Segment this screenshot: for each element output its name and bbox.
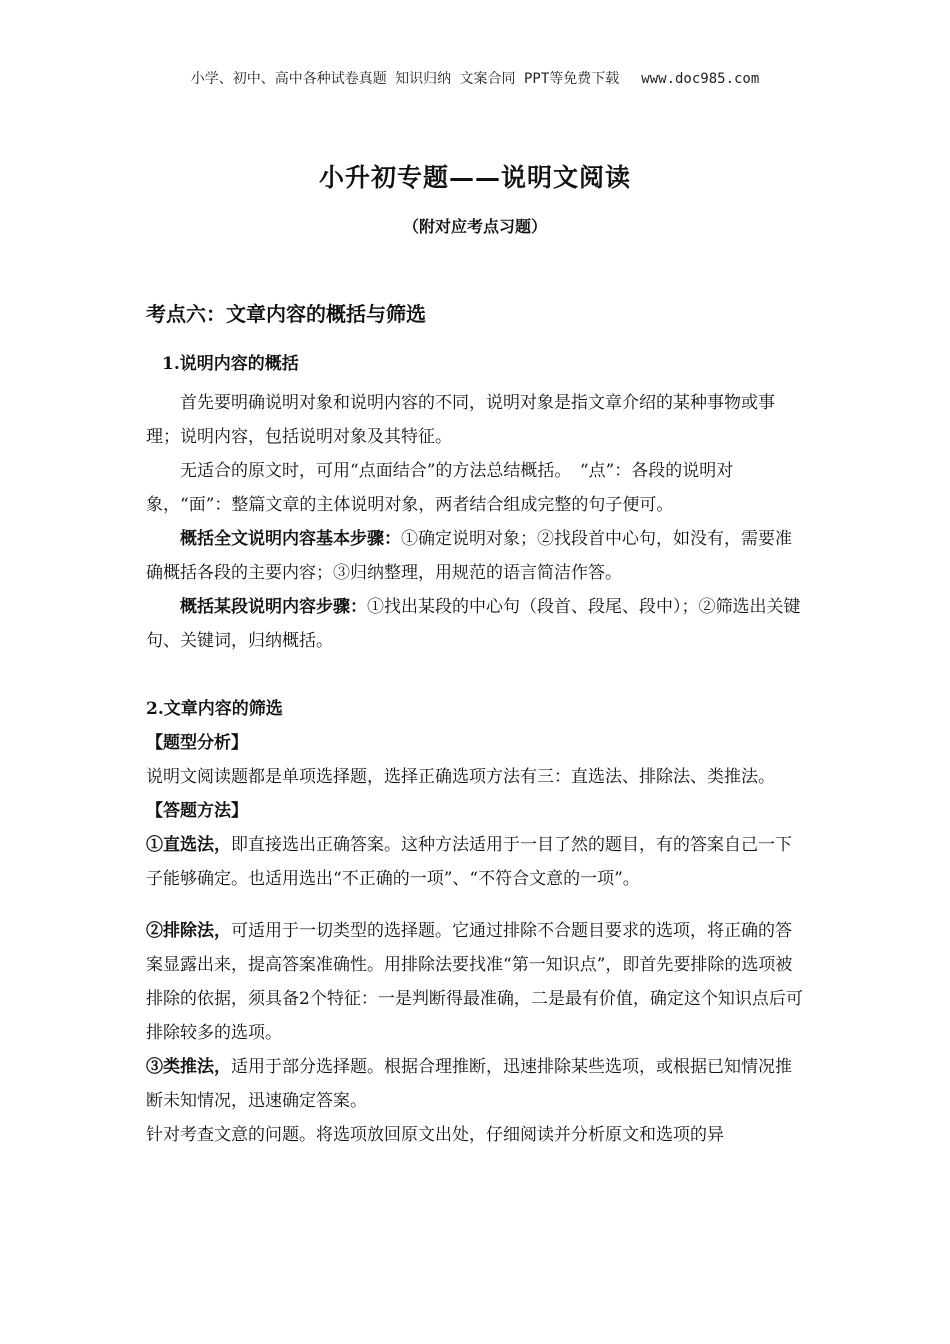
- paragraph: [146, 590, 806, 658]
- paragraph: [146, 828, 806, 896]
- paragraph: 说明文阅读题都是单项选择题，选择正确选项方法有三：直选法、排除法、类推法。: [146, 767, 775, 787]
- paragraph: 首先要明确说明对象和说明内容的不同，说明对象是指文章介绍的某种事物或事理；说明内容，包括说明对象及其特征。: [146, 393, 775, 447]
- step-label: 概括全文说明内容基本步骤：: [180, 529, 401, 549]
- section-heading: 考点六：文章内容的概括与筛选: [146, 302, 426, 326]
- part1-heading: 1.说明内容的概括: [162, 354, 299, 374]
- header-text: 小学、初中、高中各种试卷真题 知识归纳 文案合同 PPT等免费下载: [190, 71, 620, 87]
- spacer: [146, 658, 806, 692]
- method-name: ①直选法，: [146, 835, 231, 855]
- paragraph: 无适合的原文时，可用“点面结合”的方法总结概括。 “点”：各段的说明对象，“面”：整篇文章的主体说明对象，两者结合组成完整的句子便可。: [146, 461, 734, 515]
- page-header: [0, 68, 950, 88]
- paragraph: [146, 914, 806, 1050]
- method-label: 【答题方法】: [146, 801, 248, 821]
- method-name: ③类推法，: [146, 1057, 231, 1077]
- method-text: 即直接选出正确答案。这种方法适用于一目了然的题目，有的答案自己一下子能够确定。也适用选出“不正确的一项”、“不符合文意的一项”。: [146, 835, 792, 889]
- type-label: 【题型分析】: [146, 733, 248, 753]
- step-text: ①找出某段的中心句（段首、段尾、段中）；②筛选出关键句、关键词，归纳概括。: [146, 597, 801, 651]
- method-text: 适用于部分选择题。根据合理推断，迅速排除某些选项，或根据已知情况推断未知情况，迅速确定答案。: [146, 1057, 792, 1111]
- paragraph: [146, 522, 806, 590]
- paragraph: 针对考查文意的问题。将选项放回原文出处，仔细阅读并分析原文和选项的异: [146, 1125, 724, 1145]
- step-label: 概括某段说明内容步骤：: [180, 597, 367, 617]
- spacer: [146, 896, 806, 914]
- method-text: 可适用于一切类型的选择题。它通过排除不合题目要求的选项，将正确的答案显露出来，提高答案准确性。用排除法要找准“第一知识点”，即首先要排除的选项被排除的依据，须具备2个特征：一是判断得最准确，二是最有价值，确定这个知识点后可排除较多的选项。: [146, 921, 803, 1043]
- paragraph: [146, 1050, 806, 1118]
- step-text: ①确定说明对象；②找段首中心句，如没有，需要准确概括各段的主要内容；③归纳整理，用规范的语言简洁作答。: [146, 529, 792, 583]
- header-url[interactable]: www.doc985.com: [641, 71, 760, 87]
- document-subtitle: （附对应考点习题）: [402, 217, 547, 236]
- document-title: 小升初专题——说明文阅读: [318, 163, 631, 192]
- document-body: [146, 298, 806, 1152]
- part2-heading: 2.文章内容的筛选: [146, 699, 283, 719]
- method-name: ②排除法，: [146, 921, 231, 941]
